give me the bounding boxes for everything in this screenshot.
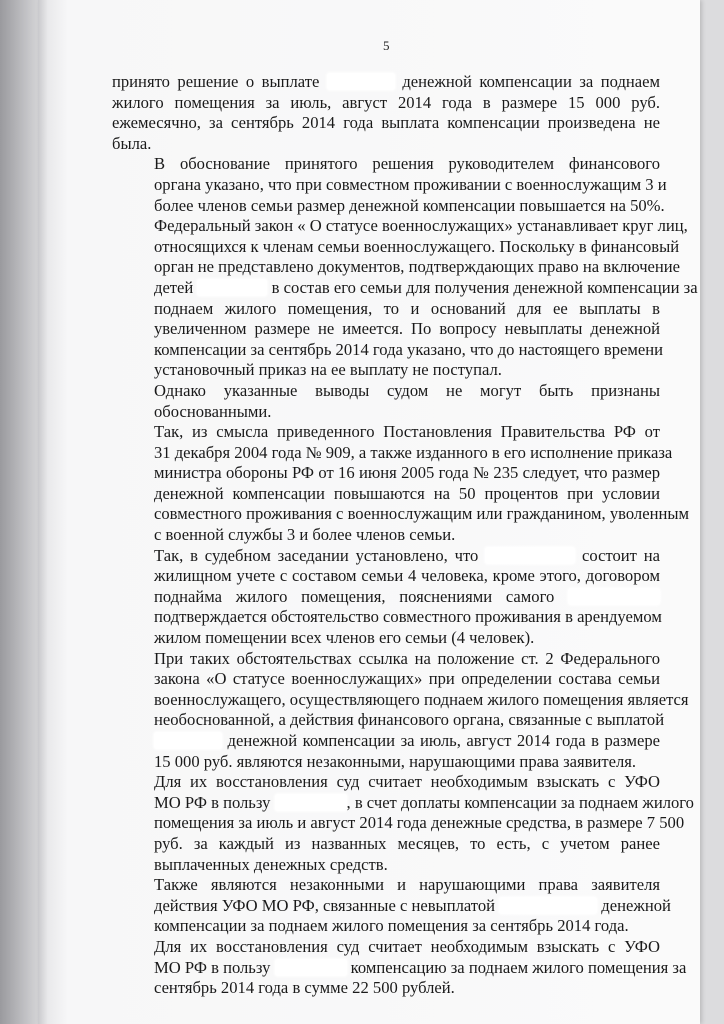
text-line — [112, 277, 698, 299]
text-line — [112, 546, 660, 567]
text-line — [112, 463, 660, 484]
text-segment: 31 декабря 2004 года № 909, а также изданного в его исполнение приказа — [154, 442, 673, 462]
text-segment: Для их восстановления суд считает необходимым взыскать с УФО — [154, 936, 660, 956]
text-segment: поднаем жилого помещения, то и оснований для ее выплаты в — [154, 298, 660, 318]
text-line — [112, 360, 660, 381]
text-line — [112, 216, 688, 237]
text-line — [112, 752, 660, 773]
text-segment: Так, из смысла приведенного Постановления Правительства РФ от — [154, 422, 660, 442]
text-line — [112, 72, 660, 93]
text-line — [112, 113, 660, 134]
text-segment: Для их восстановления суд считает необходимым взыскать с УФО — [154, 772, 660, 792]
paragraph-2 — [112, 154, 698, 381]
text-line — [112, 689, 689, 711]
text-segment: 15 000 руб. являются незаконными, нарушающими права заявителя. — [154, 751, 637, 771]
text-segment: необоснованной, а действия финансового органа, связанные с выплатой — [154, 710, 665, 730]
paragraph-8 — [112, 875, 671, 937]
text-line — [112, 236, 680, 258]
paragraph-4 — [112, 422, 689, 546]
text-line — [112, 669, 660, 690]
redacted-name — [327, 73, 395, 90]
text-segment: денежной компенсации за июль, август 2014 года в размере — [222, 731, 660, 750]
text-segment: органа указано, что при совместном проживании с военнослужащим 3 и — [154, 174, 667, 194]
text-line — [112, 299, 660, 320]
text-segment: денежной компенсации за поднаем — [394, 72, 660, 91]
text-line — [112, 875, 660, 896]
text-segment: жилом помещении всех членов его семьи (4 человек). — [154, 628, 535, 648]
text-segment: относящихся к членам семьи военнослужащего. Поскольку в финансовый — [154, 236, 680, 256]
text-line — [112, 422, 660, 443]
text-line — [112, 895, 671, 917]
paragraph-1 — [112, 72, 660, 154]
text-segment: была. — [112, 133, 152, 153]
text-line — [112, 772, 660, 793]
text-line — [112, 339, 663, 361]
text-line — [112, 134, 660, 155]
text-segment: руб. за каждый из названных месяцев, то есть, с учетом ранее — [154, 833, 660, 853]
text-segment: принято решение о выплате — [112, 72, 327, 91]
text-segment: В обоснование принятого решения руководителем финансового — [154, 154, 660, 174]
text-segment: жилищном учете с составом семьи 4 человека, кроме этого, договором — [154, 566, 660, 586]
redacted-name — [275, 794, 347, 811]
document-body — [112, 72, 698, 999]
text-line — [112, 957, 687, 979]
text-segment: компенсации за сентябрь 2014 года указано, что до настоящего времени — [154, 339, 663, 359]
page-number: 5 — [383, 38, 390, 53]
redacted-name — [485, 547, 575, 564]
text-segment: , в счет доплаты компенсации за поднаем жилого — [346, 792, 694, 812]
text-line — [112, 504, 689, 525]
text-segment: денежной компенсации повышаются на 50 процентов при условии — [154, 483, 660, 503]
text-segment: закона «О статусе военнослужащих» при определении состава семьи — [154, 669, 660, 689]
text-line — [112, 978, 660, 999]
text-line — [112, 319, 660, 340]
text-line — [112, 257, 681, 278]
text-line — [112, 710, 665, 731]
text-line — [112, 834, 660, 855]
text-line — [112, 813, 685, 834]
paragraph-3 — [112, 381, 660, 422]
text-segment: поднайма жилого помещения, пояснениями самого — [154, 586, 568, 606]
text-segment: с военной службы 3 и более членов семьи. — [154, 525, 456, 545]
text-segment: состоит на — [575, 545, 660, 565]
text-segment: Также являются незаконными и нарушающими права заявителя — [154, 875, 660, 895]
text-segment: Федеральный закон « О статусе военнослужащих» устанавливает круг лиц, — [154, 216, 688, 236]
text-line — [112, 402, 660, 423]
text-segment: жилого помещения за июль, август 2014 года в размере 15 000 руб. — [112, 92, 660, 112]
text-segment: Так, в судебном заседании установлено, что — [154, 545, 486, 565]
text-line — [112, 607, 660, 628]
text-segment: установочный приказ на ее выплату не поступал. — [154, 360, 502, 380]
text-segment: Однако указанные выводы судом не могут быть признаны — [154, 380, 660, 400]
text-segment: компенсации за поднаем жилого помещения за сентябрь 2014 года. — [154, 916, 629, 936]
text-segment: МО РФ в пользу — [154, 957, 275, 977]
redacted-name — [568, 588, 660, 605]
text-segment: подтверждается обстоятельство совместного проживания в арендуемом — [154, 607, 662, 627]
text-line — [112, 566, 660, 587]
paragraph-5 — [112, 546, 660, 649]
text-segment: более членов семьи размер денежной компенсации повышается на 50%. — [154, 195, 665, 215]
text-segment: орган не представлено документов, подтверждающих право на включение — [154, 257, 681, 277]
text-line — [112, 381, 660, 402]
redacted-name — [197, 279, 267, 296]
text-segment: обоснованными. — [154, 401, 272, 421]
text-segment: ежемесячно, за сентябрь 2014 года выплата компенсации произведена не — [112, 113, 660, 133]
text-segment: увеличенном размере не имеется. По вопросу невыплаты денежной — [154, 319, 660, 339]
text-line — [112, 93, 660, 114]
text-line — [112, 525, 660, 546]
text-line — [112, 442, 673, 464]
redacted-name — [499, 897, 597, 914]
text-line — [112, 587, 660, 608]
text-segment: помещения за июль и август 2014 года денежные средства, в размере 7 500 — [154, 813, 685, 833]
text-segment: сентябрь 2014 года в сумме 22 500 рублей. — [154, 978, 455, 998]
text-segment: выплаченных денежных средств. — [154, 854, 388, 874]
text-line — [112, 174, 667, 196]
text-line — [112, 855, 660, 876]
text-line — [112, 937, 660, 958]
text-line — [112, 628, 660, 649]
paragraph-6 — [112, 648, 689, 773]
text-segment: военнослужащего, осуществляющего поднаем жилого помещения является — [154, 689, 689, 709]
text-line — [112, 731, 660, 752]
text-segment: в состав его семьи для получения денежной компенсации за — [267, 277, 698, 297]
text-line — [112, 154, 660, 175]
paragraph-7 — [112, 772, 694, 875]
text-line — [112, 484, 660, 505]
text-segment: компенсацию за поднаем жилого помещения за — [346, 957, 687, 977]
paragraph-9 — [112, 936, 687, 999]
text-segment: денежной — [597, 895, 671, 915]
text-line — [112, 792, 694, 814]
text-line — [112, 916, 660, 937]
text-segment: МО РФ в пользу — [154, 792, 275, 812]
text-segment: совместного проживания с военнослужащим или гражданином, уволенным — [154, 504, 689, 524]
text-segment: детей — [154, 277, 198, 297]
redacted-name — [154, 732, 222, 749]
text-segment: министра обороны РФ от 16 июня 2005 года № 235 следует, что размер — [154, 463, 660, 483]
text-segment: При таких обстоятельствах ссылка на положение ст. 2 Федерального — [154, 648, 660, 668]
text-segment: действия УФО МО РФ, связанные с невыплатой — [154, 895, 500, 915]
text-line — [112, 195, 665, 217]
redacted-name — [275, 959, 347, 976]
text-line — [112, 649, 660, 670]
